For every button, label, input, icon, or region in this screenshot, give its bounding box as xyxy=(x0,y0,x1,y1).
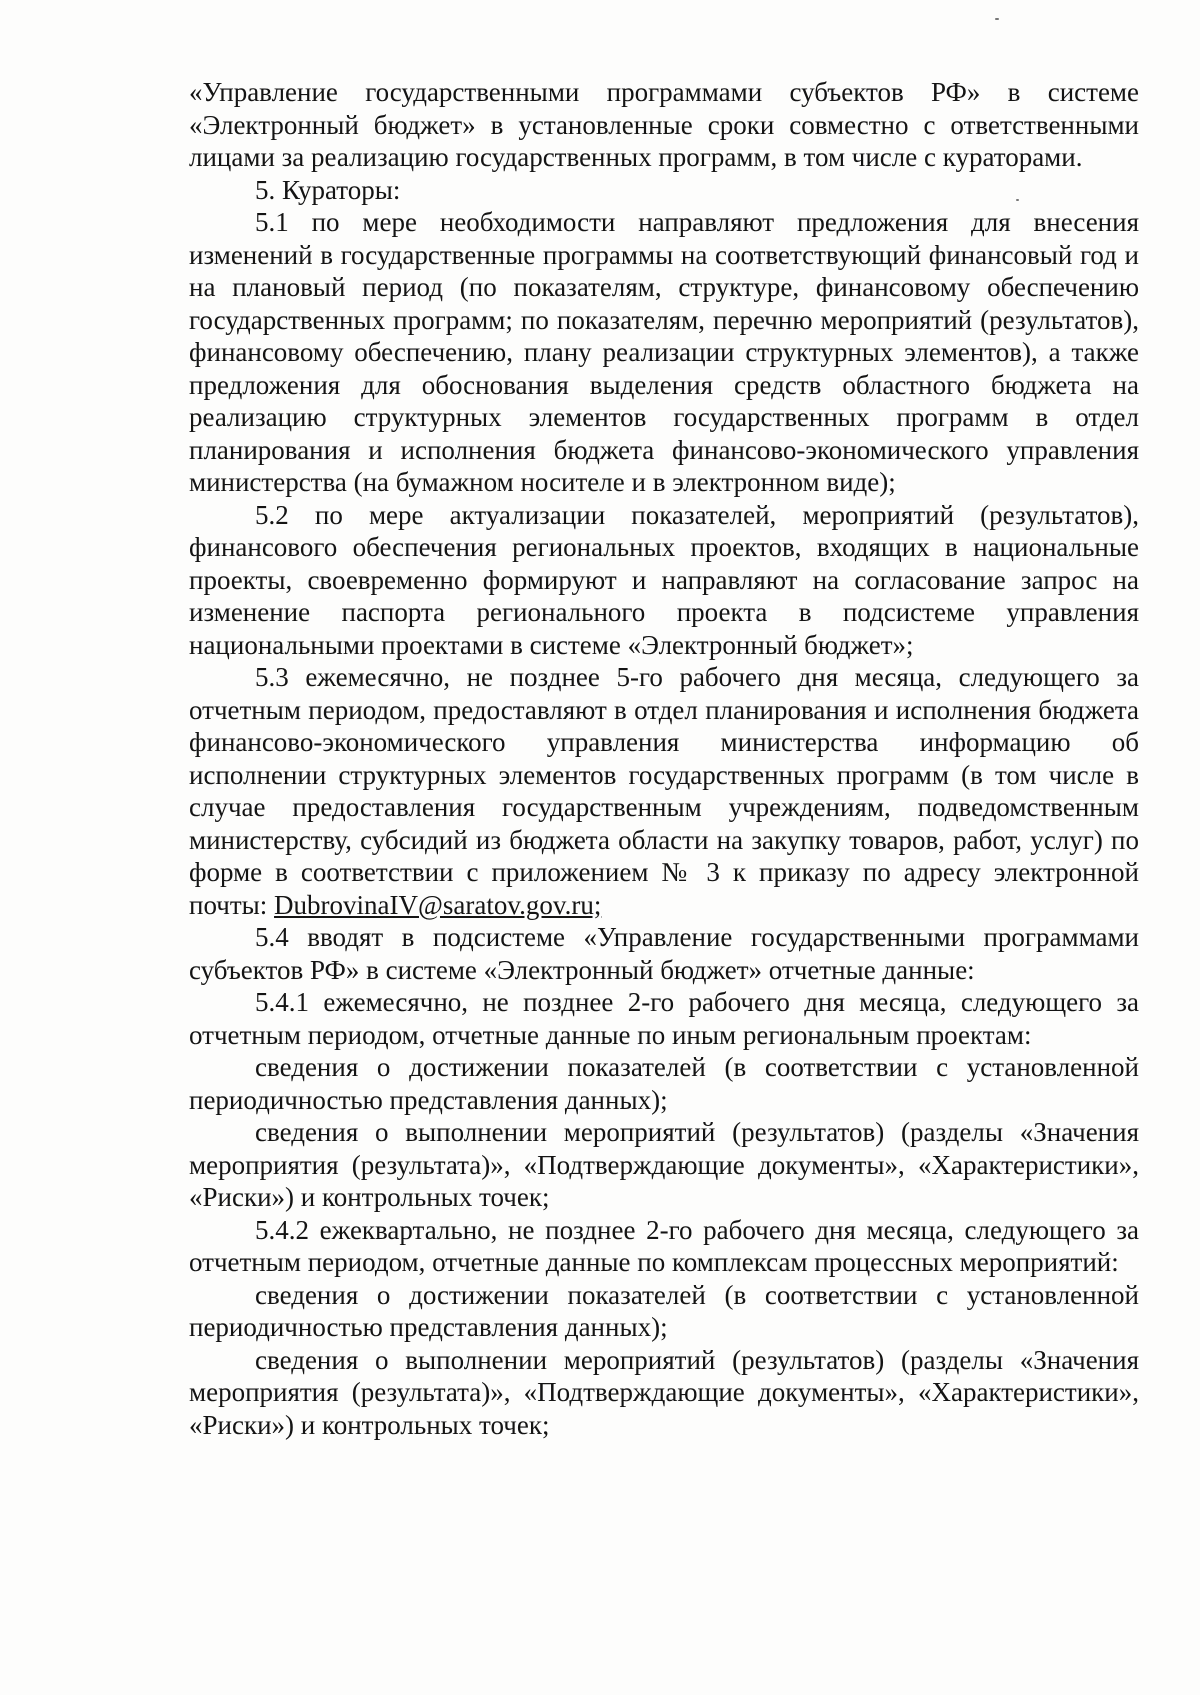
paragraph-5-4: 5.4 вводят в подсистеме «Управление государственными программами субъектов РФ» в системе «Электронный бюджет» отчетные данные: xyxy=(189,922,1139,985)
paragraph-5-1: 5.1 по мере необходимости направляют предложения для внесения изменений в государственные программы на соответствующий финансовый год и на плановый период (по показателям, структуре, финансовому обеспечению государственных программ; по показателям, перечню мероприятий (результатов), финансовому обеспечению, плану реализации структурных элементов), а также предложения для обоснования выделения средств областного бюджета на реализацию структурных элементов государственных программ в отдел планирования и исполнения бюджета финансово-экономического управления министерства (на бумажном носителе и в электронном виде); xyxy=(189,207,1139,497)
paragraph-5-4-1: 5.4.1 ежемесячно, не позднее 2-го рабочего дня месяца, следующего за отчетным периодом, отчетные данные по иным региональным проектам: xyxy=(189,987,1139,1050)
paragraph-indicators-2: сведения о достижении показателей (в соответствии с установленной периодичностью представления данных); xyxy=(189,1279,1139,1342)
section-heading: 5. Кураторы: xyxy=(255,174,401,205)
email-link[interactable]: DubrovinaIV@saratov.gov.ru; xyxy=(274,889,602,920)
paragraph-5-3-text: 5.3 ежемесячно, не позднее 5-го рабочего дня месяца, следующего за отчетным периодом, предоставляют в отдел планирования и исполнения бюджета финансово-экономического управления министерства информацию об исполнении структурных элементов государственных программ (в том числе в случае предоставления государственным учреждениям, подведомственным министерству, субсидий из бюджета области на закупку товаров, работ, услуг) по форме в соответствии с приложением № 3 к приказу по адресу электронной почты: xyxy=(189,662,1139,920)
paragraph-5-3 xyxy=(189,661,1139,921)
scan-speck xyxy=(995,18,999,20)
paragraph-indicators-1: сведения о достижении показателей (в соответствии с установленной периодичностью представления данных); xyxy=(189,1052,1139,1115)
document-body xyxy=(189,76,1139,1441)
paragraph-continuation: «Управление государственными программами субъектов РФ» в системе «Электронный бюджет» в установленные сроки совместно с ответственными лицами за реализацию государственных программ, в том числе с кураторами. xyxy=(189,77,1139,172)
paragraph-5-2: 5.2 по мере актуализации показателей, мероприятий (результатов), финансового обеспечения региональных проектов, входящих в национальные проекты, своевременно формируют и направляют на согласование запрос на изменение паспорта регионального проекта в подсистеме управления национальными проектами в системе «Электронный бюджет»; xyxy=(189,499,1139,660)
paragraph-5-4-2: 5.4.2 ежеквартально, не позднее 2-го рабочего дня месяца, следующего за отчетным периодом, отчетные данные по комплексам процессных мероприятий: xyxy=(189,1214,1139,1277)
paragraph-activities-1: сведения о выполнении мероприятий (результатов) (разделы «Значения мероприятия (результата)», «Подтверждающие документы», «Характеристики», «Риски») и контрольных точек; xyxy=(189,1117,1139,1212)
paragraph-activities-2: сведения о выполнении мероприятий (результатов) (разделы «Значения мероприятия (результата)», «Подтверждающие документы», «Характеристики», «Риски») и контрольных точек; xyxy=(189,1344,1139,1440)
